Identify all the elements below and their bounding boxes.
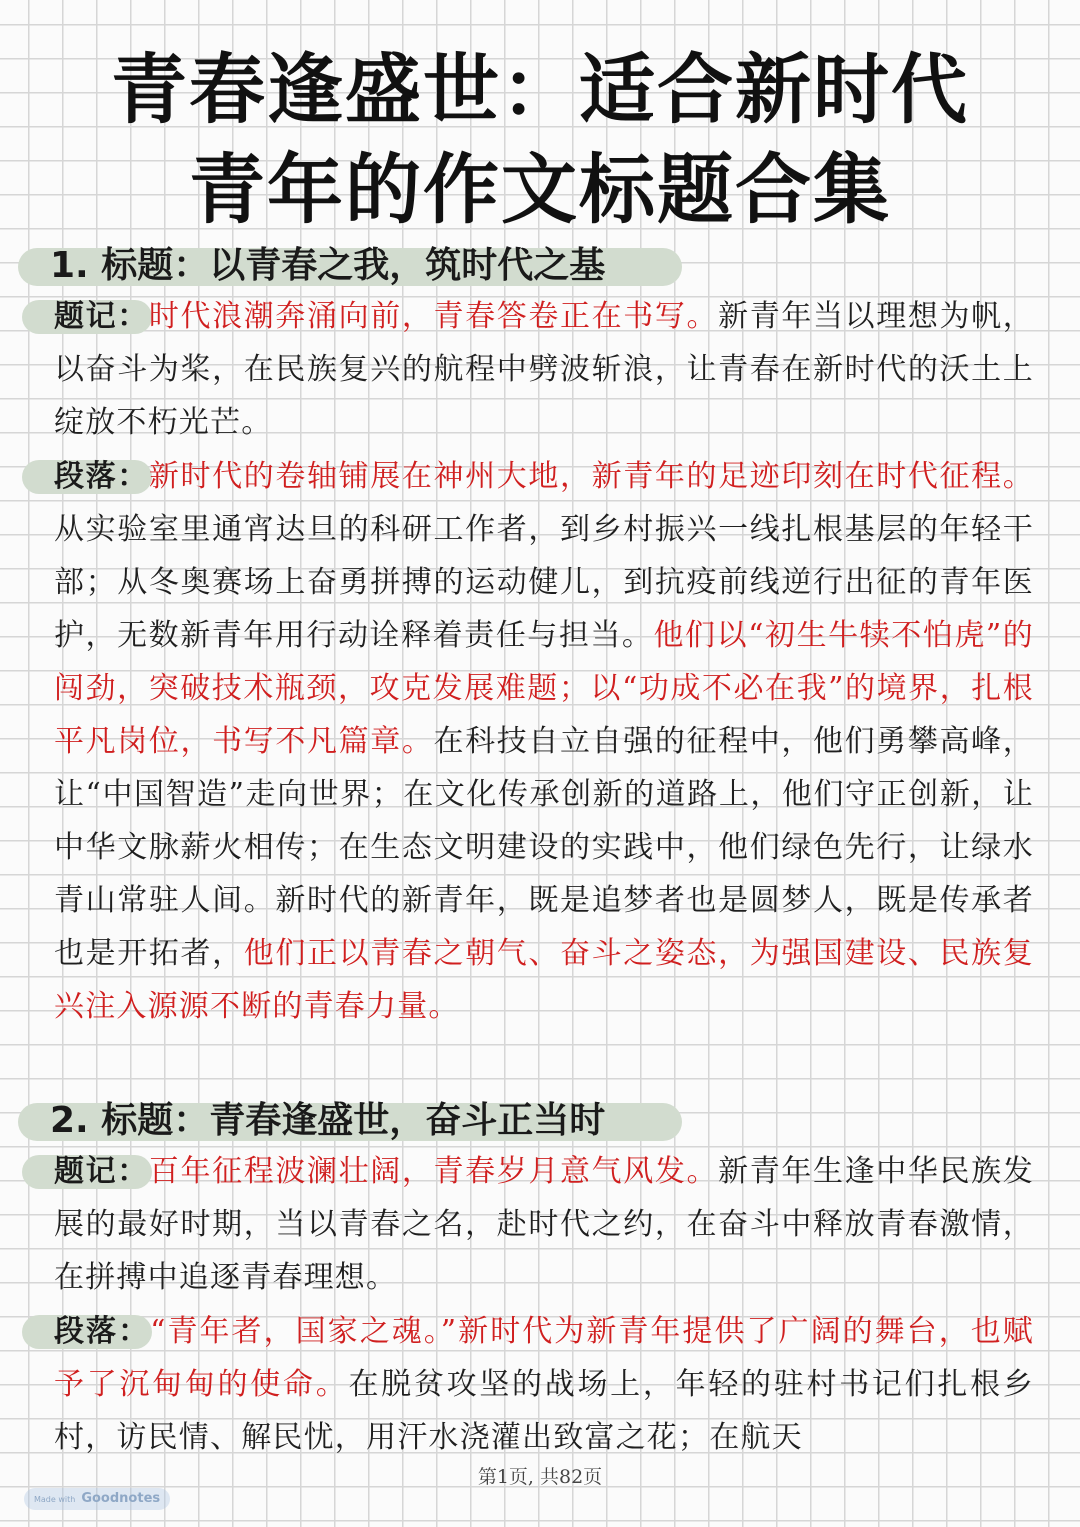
paragraph-highlight-2: 他们以“初生牛犊不怕虎”的闯劲，突破技术瓶颈，攻克发展难题；以“功成不必在我”的境界，扎根平凡岗位，书写不凡篇章。 <box>54 618 1034 759</box>
section-2-tiji <box>54 1145 1034 1304</box>
paragraph-highlight-1: “青年者，国家之魂。”新时代为新青年提供了广阔的舞台，也赋予了沉甸甸的使命。 <box>54 1314 1034 1402</box>
watermark-prefix: Made with <box>34 1495 76 1504</box>
tiji-highlight: 时代浪潮奔涌向前，青春答卷正在书写。 <box>148 299 719 334</box>
watermark-brand: Goodnotes <box>81 1491 161 1506</box>
title-line-2: 青年的作文标题合集 <box>189 145 891 234</box>
document-title <box>0 40 1080 240</box>
goodnotes-watermark <box>24 1488 170 1510</box>
title-line-1: 青春逢盛世：适合新时代 <box>111 45 969 134</box>
tiji-body: 新青年生逢中华民族发展的最好时期，当以青春之名，赴时代之约，在奋斗中释放青春激情，在拼搏中追逐青春理想。 <box>54 1154 1035 1295</box>
section-1-heading: 1. 标题：以青春之我，筑时代之基 <box>50 245 606 286</box>
paragraph-body-1: 从实验室里通宵达旦的科研工作者，到乡村振兴一线扎根基层的年轻干部；从冬奥赛场上奋勇拼搏的运动健儿，到抗疫前线逆行出征的青年医护，无数新青年用行动诠释着责任与担当。 <box>54 512 1034 653</box>
tiji-body: 新青年当以理想为帆，以奋斗为桨，在民族复兴的航程中劈波斩浪，让青春在新时代的沃土上绽放不朽光芒。 <box>54 299 1035 440</box>
section-1-tiji <box>54 290 1034 449</box>
paragraph-highlight-1: 新时代的卷轴铺展在神州大地，新青年的足迹印刻在时代征程。 <box>148 459 1034 494</box>
section-2-paragraph <box>54 1305 1034 1464</box>
duanluo-label: 段落： <box>54 1314 151 1349</box>
tiji-label: 题记： <box>54 1154 149 1189</box>
paragraph-body-2: 在科技自立自强的征程中，他们勇攀高峰，让“中国智造”走向世界；在文化传承创新的道路上，他们守正创新，让中华文脉薪火相传；在生态文明建设的实践中，他们绿色先行，让绿水青山常驻人间。新时代的新青年，既是追梦者也是圆梦人，既是传承者也是开拓者， <box>54 724 1034 971</box>
tiji-highlight: 百年征程波澜壮阔，青春岁月意气风发。 <box>148 1154 719 1189</box>
duanluo-label: 段落： <box>54 459 149 494</box>
tiji-label: 题记： <box>54 299 149 334</box>
section-1-paragraph <box>54 450 1034 1033</box>
paragraph-body-1: 在脱贫攻坚的战场上，年轻的驻村书记们扎根乡村，访民情、解民忧，用汗水浇灌出致富之花；在航天 <box>54 1367 1034 1455</box>
paragraph-highlight-3: 他们正以青春之朝气、奋斗之姿态，为强国建设、民族复兴注入源源不断的青春力量。 <box>54 936 1035 1024</box>
section-2-heading: 2. 标题：青春逢盛世，奋斗正当时 <box>50 1100 606 1141</box>
page-number: 第1页, 共82页 <box>477 1466 603 1488</box>
